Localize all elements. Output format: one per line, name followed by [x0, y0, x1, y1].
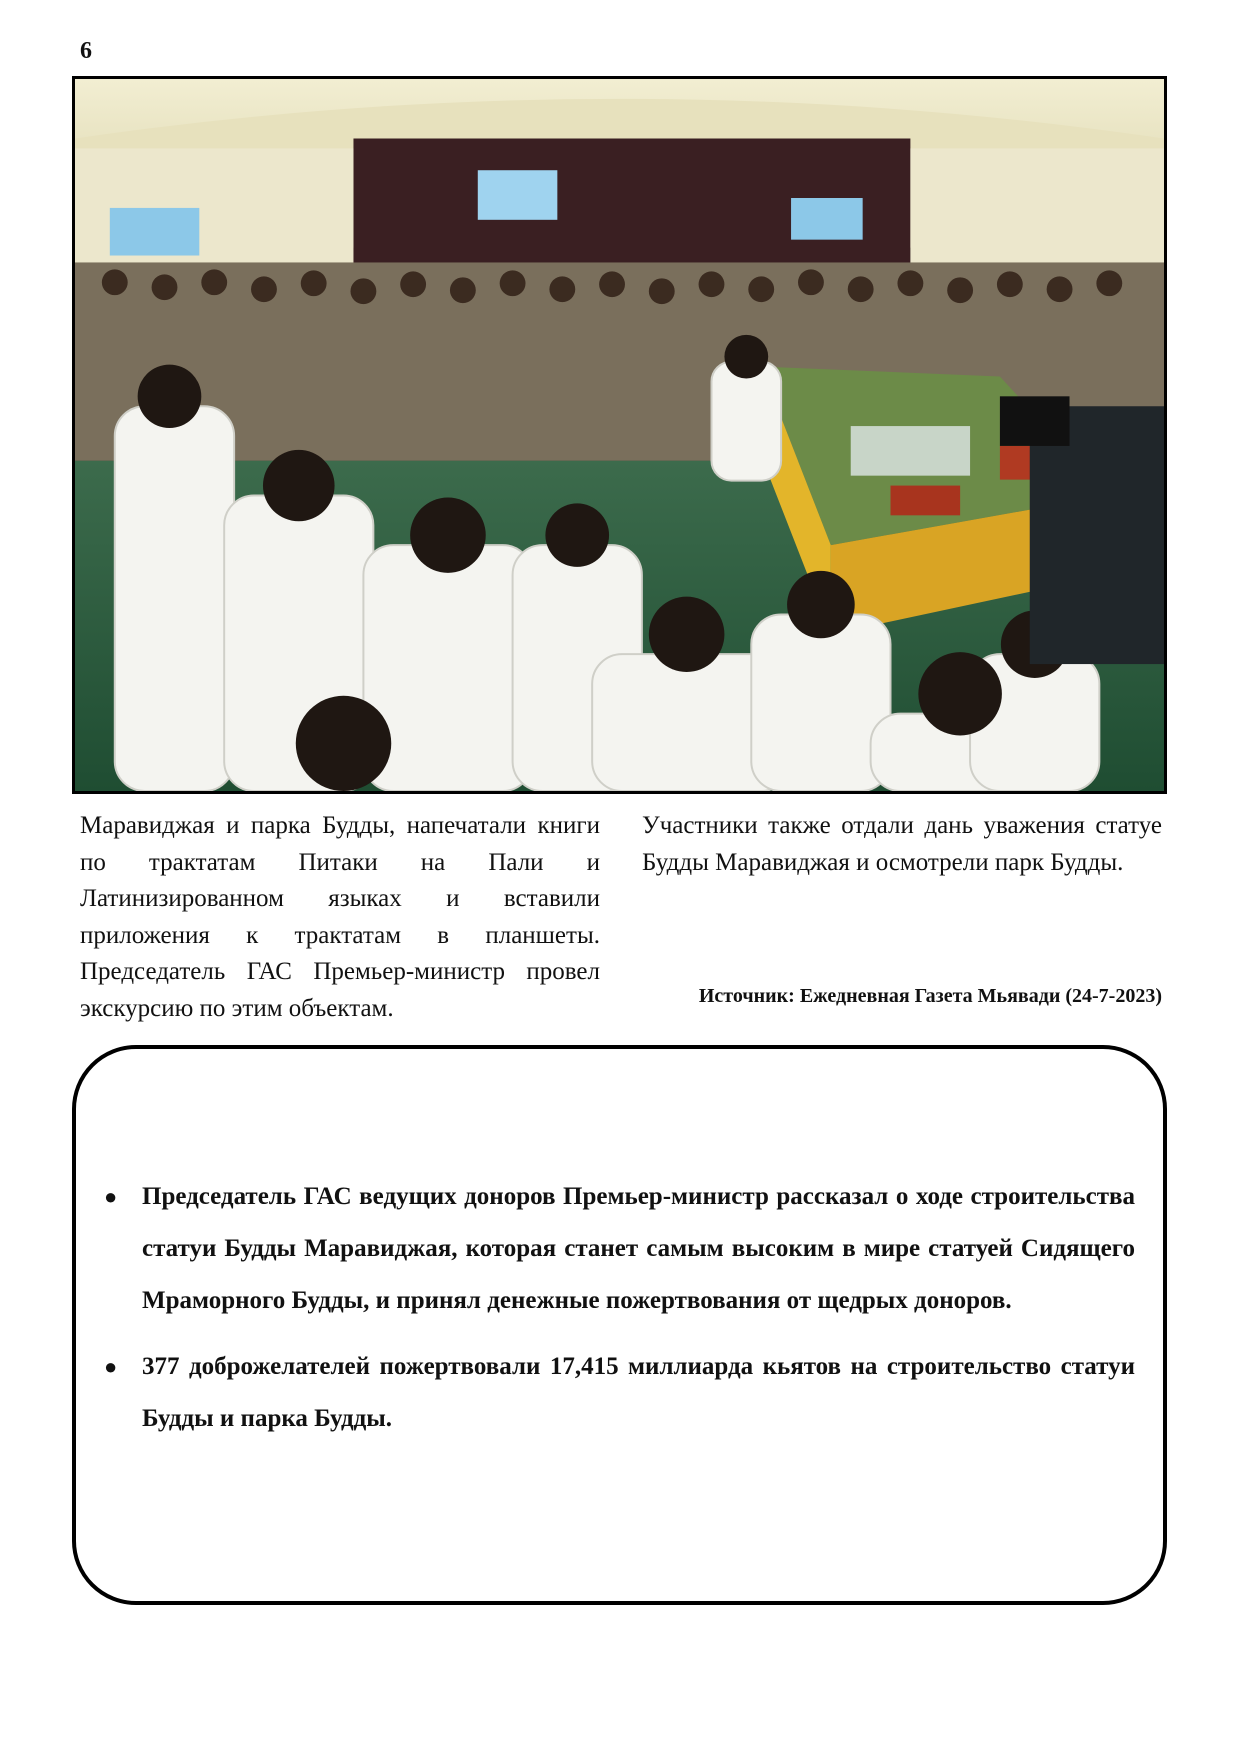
source-citation: Источник: Ежедневная Газета Мьявади (24-7-2023): [698, 985, 1162, 1007]
article-left-text: Маравиджая и парка Будды, напечатали книги по трактатам Питаки на Пали и Латинизированном языках и вставили приложения к трактатам в планшеты. Председатель ГАС Премьер-министр провел экскурсию по этим объектам.: [80, 812, 600, 1022]
photo-icon: [75, 79, 1164, 791]
article-right-text: Участники также отдали дань уважения статуе Будды Маравиджая и осмотрели парк Будды.: [642, 812, 1162, 876]
summary-item-text: 377 доброжелателей пожертвовали 17,415 миллиарда кьятов на строительство статуи Будды и парка Будды.: [142, 1353, 1135, 1432]
bullet-icon: ●: [104, 1184, 118, 1209]
summary-item: [104, 1341, 1135, 1445]
article-right-column: [642, 808, 1162, 881]
page-number: 6: [80, 38, 92, 64]
summary-list: [104, 1171, 1135, 1459]
summary-item-text: Председатель ГАС ведущих доноров Премьер-министр рассказал о ходе строительства статуи Будды Маравиджая, которая станет самым высоким в мире статуей Сидящего Мраморного Будды, и принял денежные пожертвования от щедрых доноров.: [142, 1183, 1135, 1314]
bullet-icon: ●: [104, 1354, 118, 1379]
article-left-column: [80, 808, 600, 1027]
event-photo: [72, 76, 1167, 794]
summary-box: [72, 1045, 1167, 1605]
summary-item: [104, 1171, 1135, 1327]
